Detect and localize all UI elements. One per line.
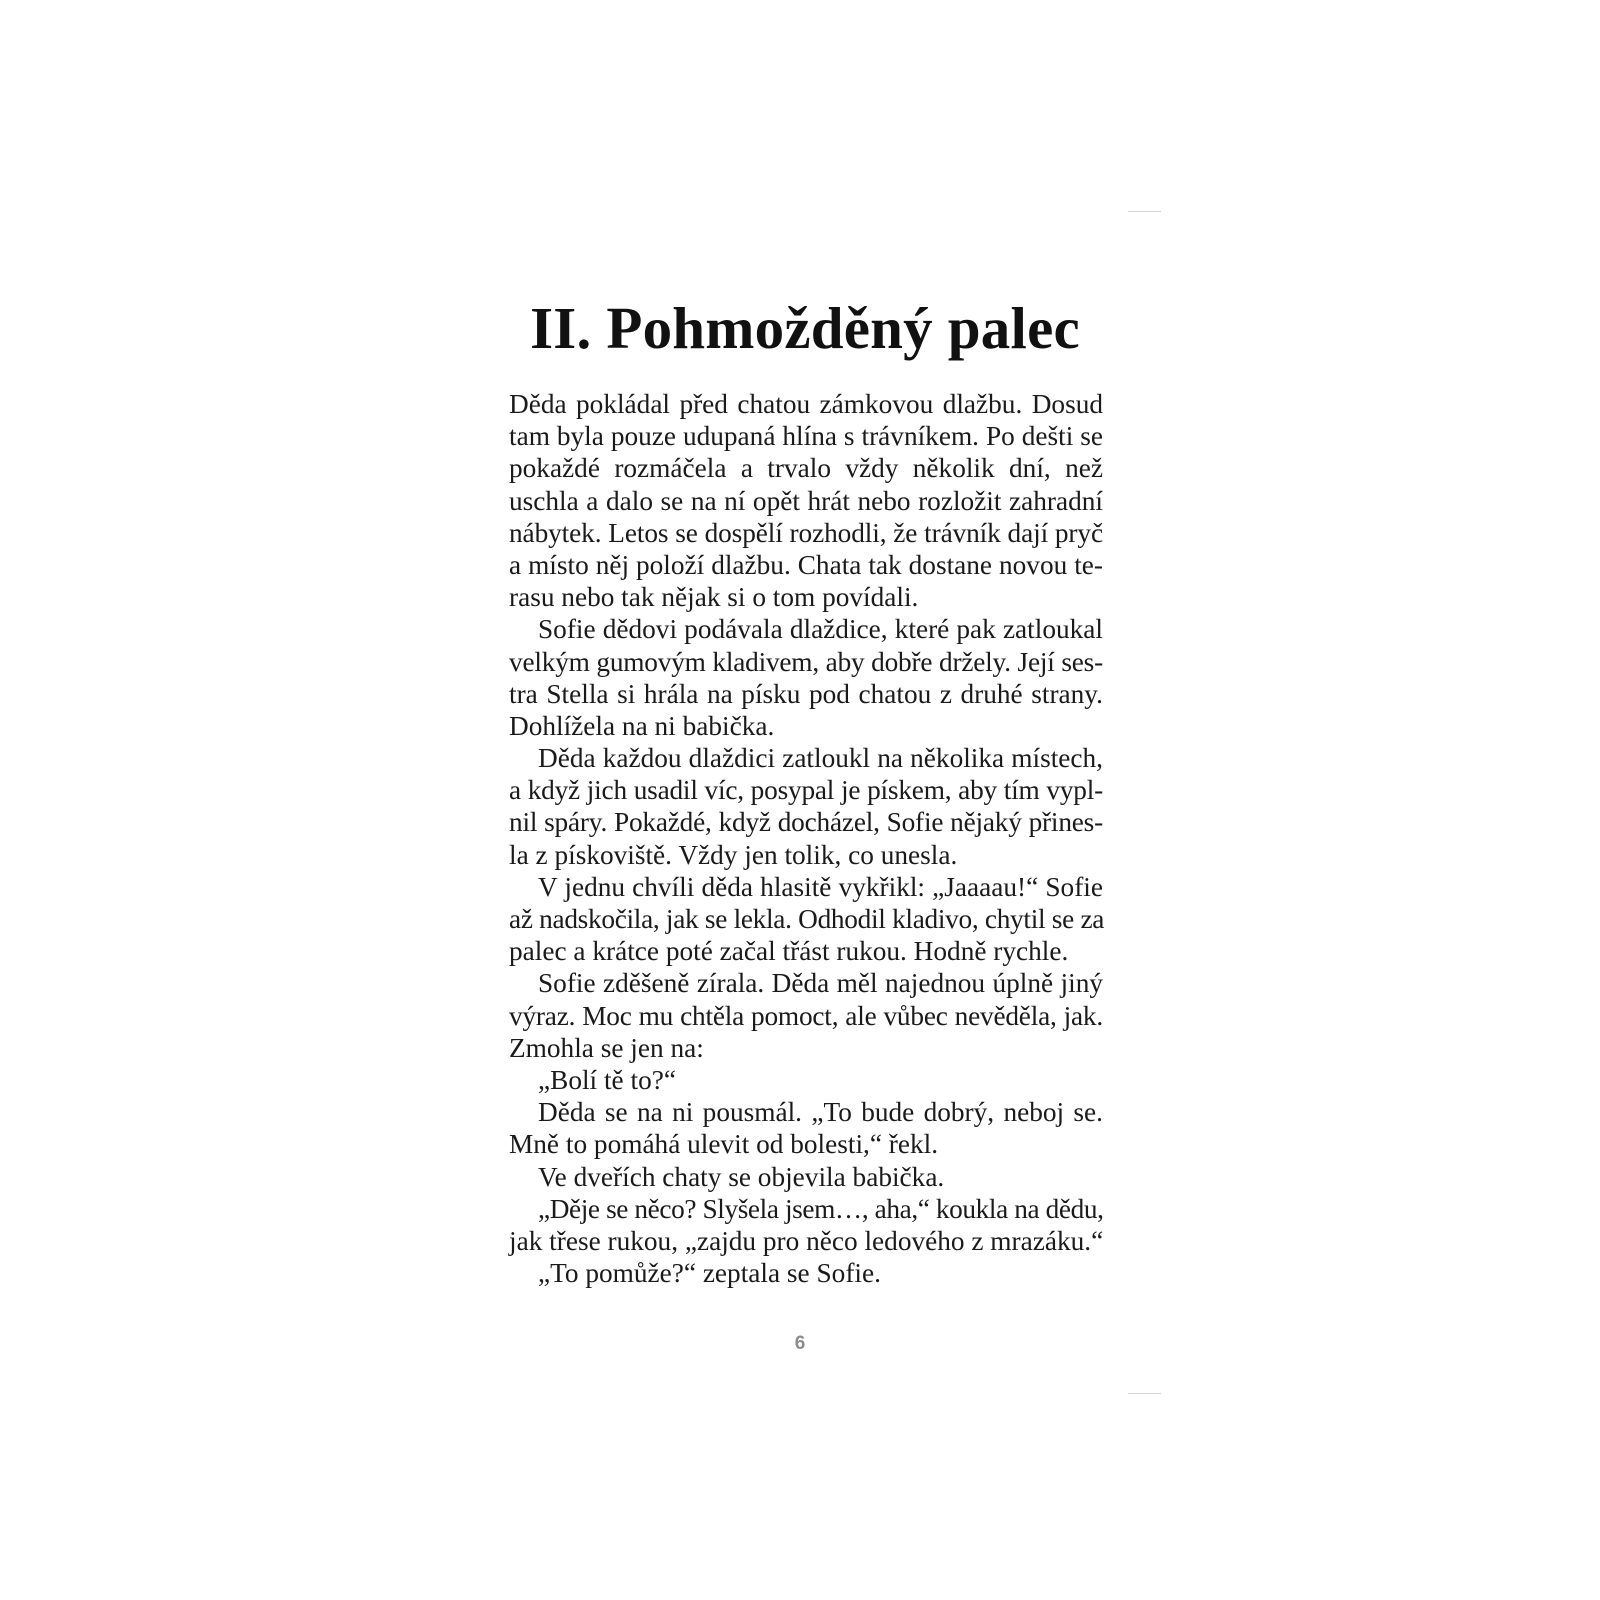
crop-mark-bottom — [1128, 1393, 1161, 1394]
text-line: výraz. Moc mu chtěla pomoct, ale vůbec nevěděla, jak. — [509, 1000, 1103, 1031]
text-line: nil spáry. Pokaždé, když docházel, Sofie nějaký přines- — [509, 807, 1103, 838]
text-line: palec a krátce poté začal třást rukou. Hodně rychle. — [509, 936, 1069, 967]
text-line: velkým gumovým kladivem, aby dobře držely. Její ses- — [509, 646, 1103, 677]
text-line: „To pomůže?“ zeptala se Sofie. — [538, 1258, 881, 1289]
text-line: jak třese rukou, „zajdu pro něco ledového z mrazáku.“ — [509, 1225, 1104, 1256]
chapter-body — [509, 388, 1103, 1289]
crop-mark-top — [1128, 211, 1161, 212]
text-line: až nadskočila, jak se lekla. Odhodil kladivo, chytil se za — [509, 904, 1105, 934]
text-line: Děda pokládal před chatou zámkovou dlažbu. Dosud — [509, 389, 1103, 419]
text-line: Děda se na ni pousmál. „To bude dobrý, neboj se. — [538, 1097, 1103, 1128]
text-line: tam byla pouze udupaná hlína s trávníkem. Po dešti se — [509, 421, 1103, 452]
text-line: la z pískoviště. Vždy jen tolik, co unesla. — [509, 839, 958, 870]
text-line: Mně to pomáhá ulevit od bolesti,“ řekl. — [509, 1129, 939, 1160]
text-line: nábytek. Letos se dospělí rozhodli, že trávník dají pryč — [509, 517, 1103, 548]
text-line: Sofie dědovi podávala dlaždice, které pak zatloukal — [538, 614, 1103, 645]
chapter-title: II. Pohmožděný palec — [530, 295, 1080, 361]
text-line: uschla a dalo se na ní opět hrát nebo rozložit zahradní — [509, 485, 1103, 516]
text-line: „Děje se něco? Slyšela jsem…, aha,“ koukla na dědu, — [538, 1193, 1104, 1224]
text-line: V jednu chvíli děda hlasitě vykřikl: „Jaaaau!“ Sofie — [538, 871, 1103, 902]
text-line: Zmohla se jen na: — [509, 1032, 704, 1063]
text-line: Dohlížela na ni babička. — [509, 710, 775, 741]
text-line: Děda každou dlaždici zatloukl na několika místech, — [538, 743, 1103, 774]
text-line: Ve dveřích chaty se objevila babička. — [538, 1161, 945, 1192]
text-line: „Bolí tě to?“ — [538, 1064, 676, 1095]
page-number: 6 — [794, 1333, 806, 1354]
text-line: Sofie zděšeně zírala. Děda měl najednou úplně jiný — [538, 968, 1103, 999]
text-line: tra Stella si hrála na písku pod chatou z druhé strany. — [509, 678, 1103, 709]
text-line: rasu nebo tak nějak si o tom povídali. — [509, 582, 919, 613]
text-line: a místo něj položí dlažbu. Chata tak dostane novou te- — [509, 549, 1103, 580]
text-line: a když jich usadil víc, posypal je pískem, aby tím vypl- — [509, 775, 1103, 806]
text-line: pokaždé rozmáčela a trvalo vždy několik dní, než — [509, 453, 1103, 484]
